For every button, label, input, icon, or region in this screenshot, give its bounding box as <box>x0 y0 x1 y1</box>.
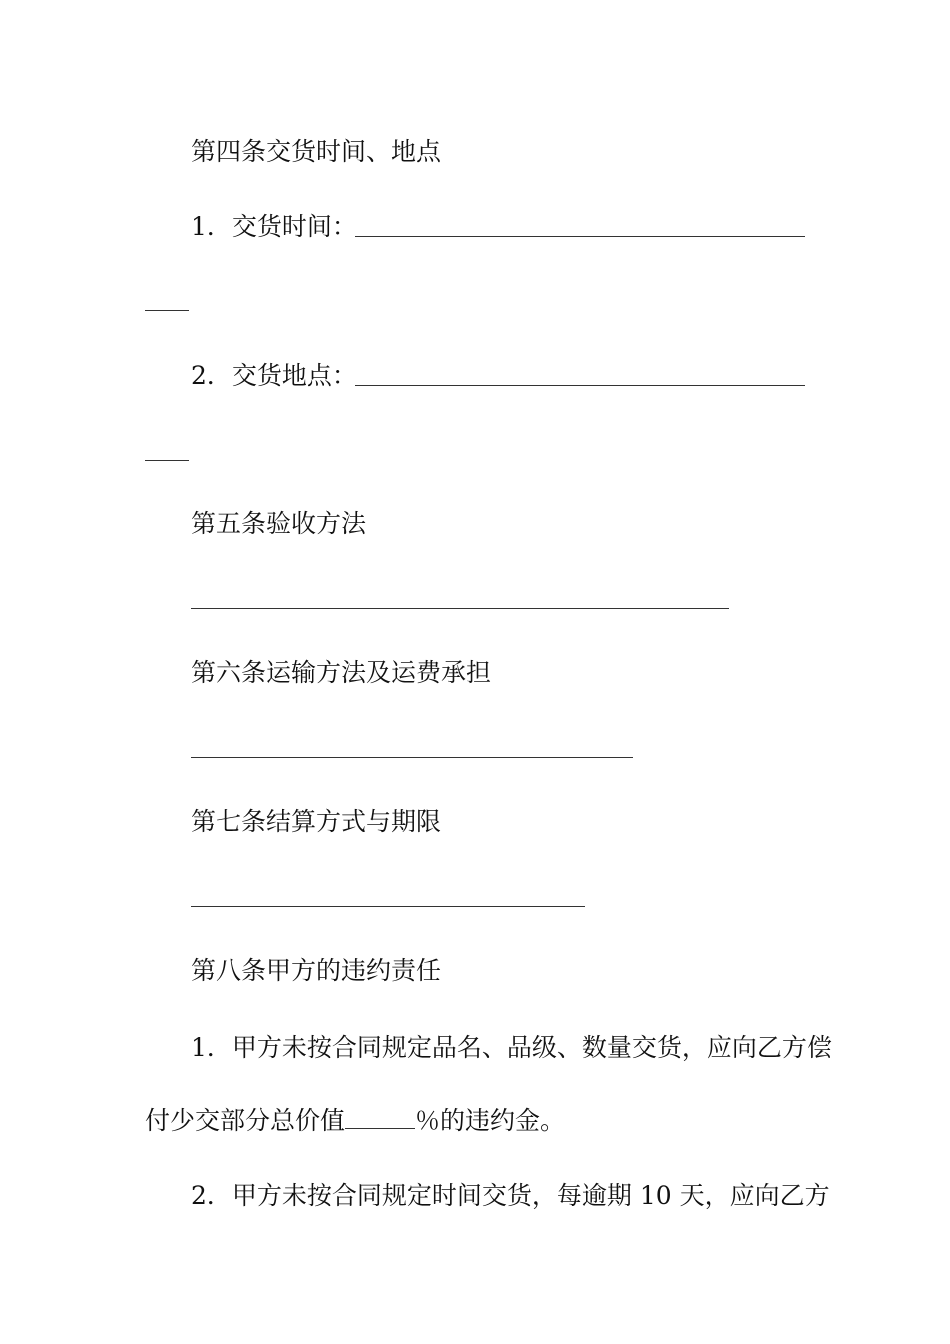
penalty-percent-blank <box>345 1106 415 1129</box>
article-8-item-1-line-1: 1．甲方未按合同规定品名、品级、数量交货，应向乙方偿 <box>191 1033 832 1062</box>
delivery-place-blank-continued <box>145 460 189 461</box>
delivery-place-label: 2．交货地点： <box>191 361 357 390</box>
article-6-title: 第六条运输方法及运费承担 <box>191 658 492 687</box>
delivery-time-blank-continued <box>145 310 189 311</box>
inspection-method-blank <box>191 608 729 609</box>
article-8-item-2-line-1: 2．甲方未按合同规定时间交货，每逾期 10 天，应向乙方 <box>191 1181 830 1210</box>
article-5-title: 第五条验收方法 <box>191 509 367 538</box>
transport-method-blank <box>191 757 633 758</box>
penalty-text-prefix: 付少交部分总价值 <box>145 1106 346 1135</box>
article-7-title: 第七条结算方式与期限 <box>191 807 442 836</box>
article-8-title: 第八条甲方的违约责任 <box>191 956 442 985</box>
penalty-text-suffix: ％的违约金。 <box>415 1106 566 1135</box>
delivery-time-blank <box>355 236 805 237</box>
delivery-time-label: 1．交货时间： <box>191 212 357 241</box>
delivery-place-blank <box>355 385 805 386</box>
settlement-method-blank <box>191 906 585 907</box>
article-8-item-1-line-2 <box>145 1105 565 1137</box>
article-4-title: 第四条交货时间、地点 <box>191 137 442 166</box>
